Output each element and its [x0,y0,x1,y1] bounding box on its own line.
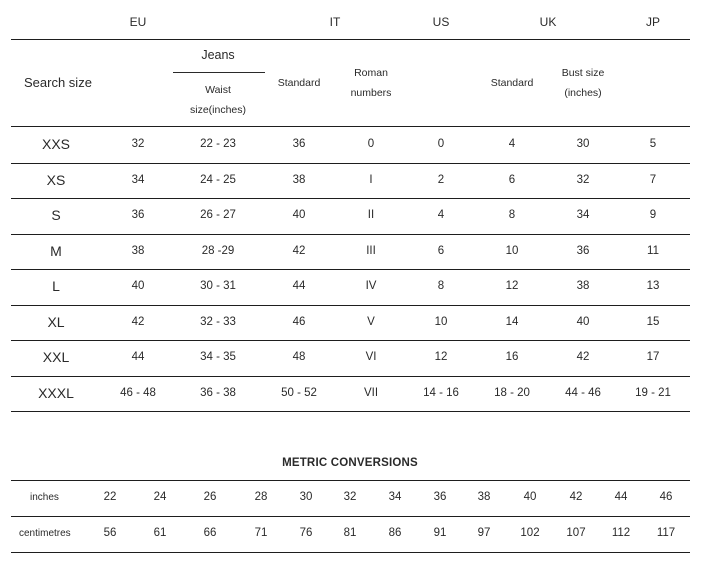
cell-bust: 32 [576,173,590,186]
cell-uk-standard: 16 [505,351,519,363]
row-divider [11,340,690,341]
row-divider [11,163,690,164]
cell-bust: 34 [576,209,590,221]
metric-cm-value: 102 [520,527,540,539]
cell-it-standard: 40 [292,209,306,221]
metric-cm-value: 56 [103,527,117,539]
cell-eu: 42 [131,315,145,328]
cell-eu: 34 [131,173,145,186]
cell-uk-standard: 18 - 20 [494,386,530,399]
cell-bust: 42 [576,351,590,363]
metric-cm-value: 107 [566,527,586,539]
cell-us: 6 [437,244,445,257]
metric-inches-value: 38 [477,491,491,503]
header-uk: UK [539,15,557,29]
cell-it-standard: 50 - 52 [281,386,317,399]
metric-cm-value: 117 [656,527,676,539]
metric-mid-rule [11,516,690,517]
cell-eu: 32 [131,138,145,150]
cell-size: M [50,242,62,259]
cell-waist: 32 - 33 [200,315,236,328]
cell-uk-standard: 6 [508,173,516,186]
cell-bust: 40 [576,315,590,328]
cell-it-standard: 44 [292,280,306,292]
cell-jp: 5 [649,138,657,150]
cell-jp: 9 [649,209,657,221]
cell-us: 4 [437,209,445,221]
cell-jp: 15 [646,315,660,328]
cell-roman: II [367,209,375,221]
roman-header-line1: Roman [354,67,388,79]
cell-it-standard: 36 [292,138,306,150]
cell-size: XS [46,171,66,188]
header-jp: JP [645,15,661,29]
metric-cm-value: 76 [299,527,313,539]
waist-header-line1: Waist [205,84,231,96]
row-divider [11,269,690,270]
cell-us: 2 [437,173,445,186]
cell-waist: 34 - 35 [200,351,236,363]
metric-cm-value: 86 [388,527,402,539]
cell-size: XXL [42,349,70,365]
metric-inches-value: 36 [433,491,447,503]
cell-uk-standard: 14 [505,315,519,328]
cell-waist: 22 - 23 [200,138,236,150]
metric-bottom-rule [11,552,690,553]
cell-waist: 26 - 27 [200,209,236,221]
cell-eu: 38 [131,244,145,257]
cell-jp: 13 [646,280,660,292]
cell-size: S [51,207,61,223]
cell-it-standard: 46 [292,315,306,328]
metric-inches-value: 44 [614,491,628,503]
row-divider [11,234,690,235]
metric-top-rule [11,480,690,481]
jeans-header: Jeans [201,48,235,62]
row-divider [11,411,690,412]
cell-it-standard: 42 [292,244,306,257]
header-bottom-rule [11,126,690,127]
cell-us: 0 [437,138,445,150]
metric-inches-value: 22 [103,491,117,503]
cell-roman: I [369,173,373,186]
cell-size: L [52,278,60,294]
metric-inches-value: 46 [659,491,673,503]
cell-bust: 38 [576,280,590,292]
jeans-underline [173,72,265,73]
cell-roman: IV [365,280,377,292]
cell-size: XXS [41,136,71,152]
cell-uk-standard: 8 [508,209,516,221]
table-top-rule [11,39,690,40]
cell-eu: 44 [131,351,145,363]
cell-bust: 36 [576,244,590,257]
search-size-header: Search size [24,75,92,90]
bust-header-line2: (inches) [564,87,602,99]
cell-us: 12 [434,351,448,363]
metric-cm-value: 81 [343,527,357,539]
cell-roman: V [367,315,375,328]
cell-bust: 30 [576,138,590,150]
cell-roman: III [366,244,376,257]
metric-inches-label: inches [30,492,59,503]
cell-jp: 19 - 21 [635,386,671,399]
metric-title: METRIC CONVERSIONS [282,457,418,469]
row-divider [11,198,690,199]
cell-uk-standard: 12 [505,280,519,292]
roman-header-line2: numbers [350,87,392,99]
cell-roman: VII [363,386,379,399]
metric-inches-value: 40 [523,491,537,503]
cell-uk-standard: 10 [505,244,519,257]
metric-inches-value: 42 [569,491,583,503]
uk-standard-header: Standard [490,77,534,89]
cell-bust: 44 - 46 [565,386,601,399]
header-eu: EU [129,15,147,29]
cell-size: XL [47,313,65,330]
cell-waist: 30 - 31 [200,280,236,292]
metric-cm-value: 91 [433,527,447,539]
cell-jp: 17 [646,351,660,363]
cell-it-standard: 38 [292,173,306,186]
metric-cm-value: 97 [477,527,491,539]
header-us: US [432,15,450,29]
cell-eu: 40 [131,280,145,292]
header-it: IT [329,15,341,29]
bust-header-line1: Bust size [561,67,605,79]
it-standard-header: Standard [277,77,321,89]
metric-inches-value: 28 [254,491,268,503]
cell-waist: 36 - 38 [200,386,236,399]
metric-cm-value: 61 [153,527,167,539]
metric-cm-value: 66 [203,527,217,539]
cell-jp: 11 [647,244,659,257]
cell-us: 14 - 16 [423,386,459,399]
row-divider [11,376,690,377]
metric-inches-value: 30 [299,491,313,503]
metric-cm-value: 71 [254,527,268,539]
metric-inches-value: 34 [388,491,402,503]
metric-inches-value: 26 [203,491,217,503]
metric-inches-value: 24 [153,491,167,503]
cell-roman: 0 [367,138,375,150]
metric-inches-value: 32 [343,491,357,503]
cell-size: XXXL [38,384,74,401]
cell-eu: 46 - 48 [120,386,156,399]
cell-jp: 7 [649,173,657,186]
metric-cm-value: 112 [611,527,631,539]
cell-waist: 24 - 25 [200,173,236,186]
cell-waist: 28 -29 [201,244,235,257]
cell-us: 8 [437,280,445,292]
cell-us: 10 [434,315,448,328]
row-divider [11,305,690,306]
cell-it-standard: 48 [292,351,306,363]
waist-header-line2: size(inches) [189,104,247,116]
cell-roman: VI [365,351,377,363]
cell-eu: 36 [131,209,145,221]
metric-cm-label: centimetres [19,528,71,539]
cell-uk-standard: 4 [508,138,516,150]
